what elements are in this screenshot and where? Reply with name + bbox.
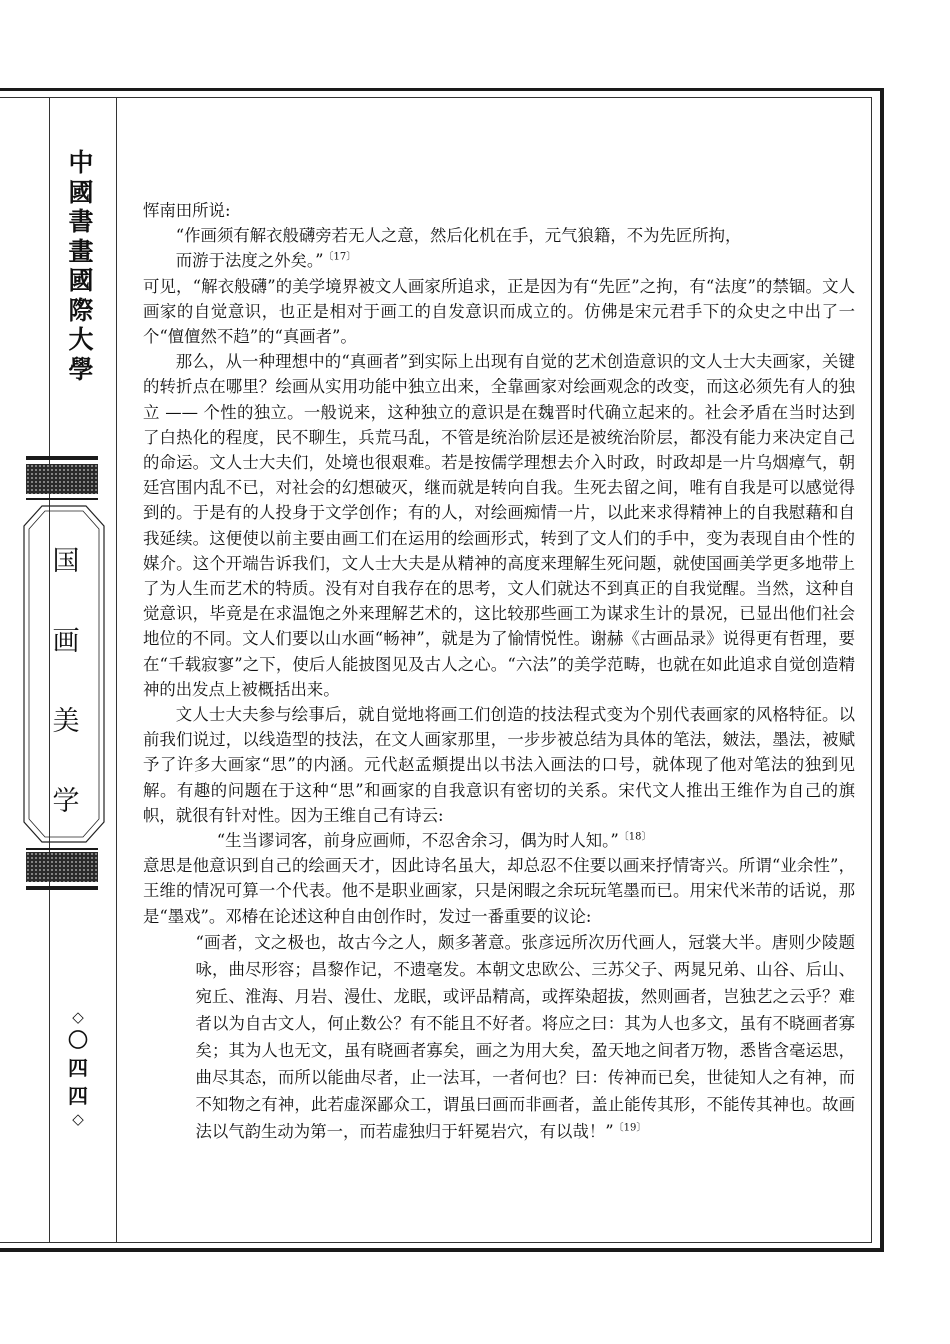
footnote-marker: 〔18〕 bbox=[618, 831, 652, 843]
diamond-icon: ◇ bbox=[72, 1008, 84, 1026]
panel-top-rule bbox=[26, 498, 98, 500]
book-title-char: 国 bbox=[52, 546, 80, 577]
quotation bbox=[143, 828, 855, 853]
university-char: 中 bbox=[68, 148, 94, 177]
quotation bbox=[143, 223, 855, 248]
page-number-digit: 〇 bbox=[68, 1028, 88, 1052]
university-char: 大 bbox=[68, 325, 94, 354]
panel-bottom-pattern bbox=[26, 852, 98, 882]
panel-top-pattern bbox=[26, 464, 98, 494]
quotation-line: 而游于法度之外矣。” bbox=[175, 251, 324, 271]
block-quotation bbox=[143, 929, 855, 1145]
university-char: 書 bbox=[68, 207, 94, 236]
university-char: 國 bbox=[68, 177, 94, 207]
panel-bottom-rule bbox=[26, 848, 98, 850]
university-char: 學 bbox=[68, 354, 94, 384]
book-title-char: 美 bbox=[52, 706, 80, 737]
body-text bbox=[143, 198, 855, 1145]
paragraph: 那么，从一种理想中的“真画者”到实际上出现有自觉的艺术创造意识的文人士大夫画家，关键的转折点在哪里？绘画从实用功能中独立出来，全靠画家对绘画观念的改变，而这必须先有人的独立 —— 个性的独立。一般说来，这种独立的意识是在魏晋时代确立起来的。社会矛盾在当时达到了白热化的程度，民不聊生，兵荒马乱，不管是统治阶层还是被统治阶层，都没有能力来决定自己的命运。文人士大夫们，处境也很艰难。若是按儒学理想去介入时政，时政却是一片乌烟瘴气，朝廷宫围内乱不已，对社会的幻想破灭，继而就是转向自我。生死去留之间，唯有自我是可以感觉得到的。于是有的人投身于文学创作；有的人，对绘画痴情一片，以此来求得精神上的自我慰藉和自我延续。这便使以前主要由画工们在运用的绘画形式，转到了文人们的手中，变为表现自由个性的媒介。这个开端告诉我们，文人士大夫是从精神的高度来理解生死问题，就使国画美学更多地带上了为人生而艺术的特质。没有对自我存在的思考，文人们就达不到真正的自我觉醒。当然，这种自觉意识，毕竟是在求温饱之外来理解艺术的，这比较那些画工为谋求生计的景况，已显出他们社会地位的不同。文人们要以山水画“畅神”，就是为了愉情悦性。谢赫《古画品录》说得更有哲理，要在“千载寂寥”之下，使后人能披图见及古人之心。“六法”的美学范畴，也就在如此追求自觉创造精神的出发点上被概括出来。 bbox=[143, 352, 855, 699]
book-title-char: 学 bbox=[52, 786, 80, 817]
paragraph: 意思是他意识到自己的绘画天才，因此诗名虽大，却总忍不住要以画来抒情寄兴。所谓“业余性”，王维的情况可算一个代表。他不是职业画家，只是闲暇之余玩玩笔墨而已。用宋代米芾的话说，那是“墨戏”。邓椿在论述这种自由创作时，发过一番重要的议论: bbox=[143, 856, 855, 926]
paragraph: 恽南田所说: bbox=[143, 201, 231, 220]
book-title-panel bbox=[20, 456, 112, 892]
university-name bbox=[58, 148, 104, 384]
quotation-line: “作画须有解衣般礴旁若无人之意，然后化机在手，元气狼籍，不为先匠所拘， bbox=[175, 226, 742, 246]
diamond-icon: ◇ bbox=[72, 1110, 84, 1128]
paragraph: 文人士大夫参与绘事后，就自觉地将画工们创造的技法程式变为个别代表画家的风格特征。以前我们说过，以线造型的技法，在文人画家那里，一步步被总结为具体的笔法，皴法，墨法，被赋予了许多大画家“思”的内涵。元代赵孟頫提出以书法入画法的口号，就体现了他对笔法的独到见解。有趣的问题在于这种“思”和画家的自我意识有密切的关系。宋代文人推出王维作为自己的旗帜，就很有针对性。因为王维自己有诗云: bbox=[143, 705, 855, 825]
book-title bbox=[20, 542, 112, 862]
sidebar-right-rule bbox=[116, 97, 117, 1243]
book-title-char: 画 bbox=[52, 626, 80, 657]
quotation bbox=[143, 248, 855, 273]
panel-bottom-bar bbox=[26, 886, 98, 890]
university-char: 際 bbox=[68, 295, 94, 325]
panel-top-bar bbox=[26, 456, 98, 460]
footnote-marker: 〔17〕 bbox=[323, 251, 357, 263]
university-char: 畫 bbox=[68, 236, 94, 266]
page-number-digit: 四 bbox=[68, 1084, 88, 1108]
paragraph: 可见，“解衣般礴”的美学境界被文人画家所追求，正是因为有“先匠”之拘，有“法度”的禁锢。文人画家的自觉意识，也正是相对于画工的自发意识而成立的。仿佛是宋元君手下的众史之中出了一个“儃儃然不趋”的“真画者”。 bbox=[143, 276, 855, 347]
page-number bbox=[60, 1008, 96, 1128]
page-number-digit: 四 bbox=[68, 1056, 88, 1080]
quotation-line: “生当谬词客，前身应画师，不忍舍余习，偶为时人知。” bbox=[216, 831, 619, 851]
university-char: 國 bbox=[68, 266, 94, 295]
quotation-text: “画者，文之极也，故古今之人，颇多著意。张彦远所次历代画人，冠裳大半。唐则少陵题咏，曲尽形容；昌黎作记，不遗毫发。本朝文忠欧公、三苏父子、两晁兄弟、山谷、后山、宛丘、淮海、月岩、漫仕、龙眠，或评品精高，或挥染超拔，然则画者，岂独艺之云乎？难者以为自古文人，何止数公？有不能且不好者。将应之曰：其为人也多文，虽有不晓画者寡矣；其为人也无文，虽有晓画者寡矣，画之为用大矣，盈天地之间者万物，悉皆含毫运思，曲尽其态，而所以能曲尽者，止一法耳，一者何也？曰：传神而已矣，世徒知人之有神，而不知物之有神，此若虚深鄙众工，谓虽曰画而非画者，盖止能传其形，不能传其神也。故画法以气韵生动为第一，而若虚独归于轩冕岩穴，有以哉！” bbox=[195, 932, 855, 1141]
footnote-marker: 〔19〕 bbox=[613, 1122, 647, 1134]
